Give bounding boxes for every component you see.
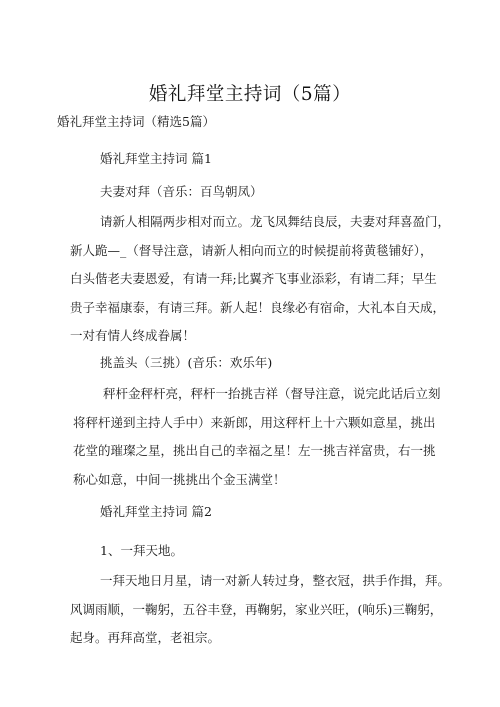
- paragraph-line: 一拜天地日月星，请一对新人转过身，整衣冠，拱手作揖，拜。: [100, 573, 451, 588]
- paragraph-line: 花堂的璀璨之星，挑出自己的幸福之星！左一挑吉祥富贵，右一挑: [73, 443, 436, 459]
- paragraph-line: 称心如意，中间一挑挑出个金玉满堂！: [73, 471, 286, 487]
- paragraph-line: 将秤杆递到主持人手中）来新郎，用这秤杆上十六颗如意星，挑出: [73, 414, 436, 430]
- item-heading-bow-heaven-earth: 1、一拜天地。: [100, 543, 183, 558]
- section-heading-1: 婚礼拜堂主持词 篇1: [100, 151, 212, 166]
- document-subtitle: 婚礼拜堂主持词（精选5篇）: [57, 114, 215, 129]
- paragraph-line: 风调雨顺，一鞠躬，五谷丰登，再鞠躬，家业兴旺，(响乐)三鞠躬，: [70, 601, 443, 617]
- part-heading-lift-veil: 挑盖头（三挑）(音乐：欢乐年): [100, 355, 273, 370]
- section-heading-2: 婚礼拜堂主持词 篇2: [100, 504, 212, 519]
- paragraph-line: 请新人相隔两步相对而立。龙飞凤舞结良辰，夫妻对拜喜盈门，: [100, 214, 451, 229]
- paragraph-line: 白头偕老夫妻恩爱，有请一拜;比翼齐飞事业添彩，有请二拜；早生: [70, 271, 437, 287]
- document-title: 婚礼拜堂主持词（5篇）: [148, 84, 352, 105]
- paragraph-bow-heaven-earth: [70, 567, 450, 653]
- part-heading-couple-bow: 夫妻对拜（音乐：百鸟朝凤）: [100, 184, 263, 199]
- paragraph-line: 贵子幸福康泰，有请三拜。新人起！良缘必有宿命，大礼本自天成，: [70, 299, 446, 315]
- paragraph-line: 秤杆金秤杆亮，秤杆一抬挑吉祥（督导注意，说完此话后立刻: [103, 386, 441, 401]
- paragraph-lift-veil: [73, 380, 441, 494]
- paragraph-line: 一对有情人终成眷属！: [70, 328, 196, 344]
- paragraph-line: 新人跪—_（督导注意，请新人相向而立的时候提前将黄毯铺好），: [70, 242, 433, 258]
- paragraph-couple-bow: [70, 208, 450, 351]
- paragraph-line: 起身。再拜高堂，老祖宗。: [70, 630, 221, 646]
